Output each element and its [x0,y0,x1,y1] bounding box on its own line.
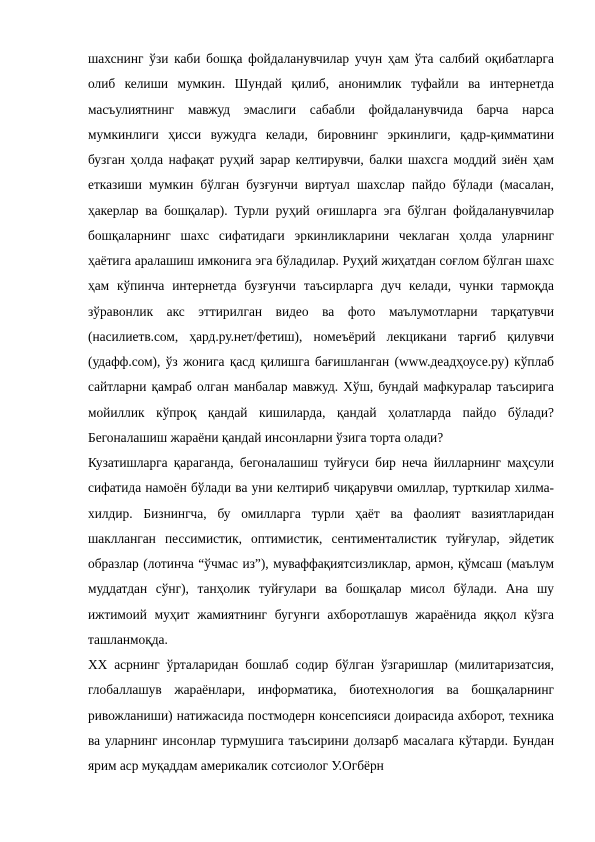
paragraph-2: Кузатишларга қараганда, бегоналашиш туйғуси бир неча йилларнинг маҳсули сифатида намоён бўлади ва уни келтириб чиқарувчи омиллар, турткилар хилма-хилдир. Бизнингча, бу омилларга турли ҳаёт ва фаолият вазиятларидан шаклланган пессимистик, оптимистик, сентименталистик туйғулар, эйдетик образлар (лотинча “ўчмас из”), муваффақиятсизликлар, армон, қўмсаш (маълум муддатдан сўнг), танҳолик туйғулари ва бошқалар мисол бўлади. Ана шу ижтимоий муҳит жамиятнинг бугунги ахборотлашув жараёнида яққол кўзга ташланмоқда. [88,455,554,647]
body-text [88,46,554,778]
paragraph-3: XX асрнинг ўрталаридан бошлаб содир бўлган ўзгаришлар (милитаризатсия, глобаллашув жараёнлари, информатика, биотехнология ва бошқаларнинг ривожланиши) натижасида постмодерн консепсияси доирасида ахборот, техника ва уларнинг инсонлар турмушига таъсирини долзарб масалага кўтарди. Бундан ярим аср муқаддам америкалик сотсиолог У.Огбёрн [88,657,554,773]
paragraph-1: шахснинг ўзи каби бошқа фойдаланувчилар учун ҳам ўта салбий оқибатларга олиб келиши мумкин. Шундай қилиб, анонимлик туфайли ва интернетда масъулиятнинг мавжуд эмаслиги сабабли фойдаланувчида барча нарса мумкинлиги ҳисси вужудга келади, бировнинг эркинлиги, қадр-қимматини бузган ҳолда нафақат руҳий зарар келтирувчи, балки шахсга моддий зиён ҳам етказиши мумкин бўлган бузғунчи виртуал шахслар пайдо бўлади (масалан, ҳакерлар ва бошқалар). Турли руҳий оғишларга эга бўлган фойдаланувчилар бошқаларнинг шахс сифатидаги эркинликларини чеклаган ҳолда уларнинг ҳаётига аралашиш имконига эга бўладилар. Руҳий жиҳатдан соғлом бўлган шахс ҳам кўпинча интернетда бузғунчи таъсирларга дуч келади, чунки тармоқда зўравонлик акс эттирилган видео ва фото маълумотларни тарқатувчи (насилиетв.сом, ҳард.ру.нет/фетиш), номеъёрий лекцикани тарғиб қилувчи (удафф.сом), ўз жонига қасд қилишга бағишланган (www.деадҳоусе.ру) кўплаб сайтларни қамраб олган манбалар мавжуд. Хўш, бундай мафкуралар таъсирига мойиллик кўпроқ қандай кишиларда, қандай ҳолатларда пайдо бўлади? Бегоналашиш жараёни қандай инсонларни ўзига торта олади? [88,51,554,445]
